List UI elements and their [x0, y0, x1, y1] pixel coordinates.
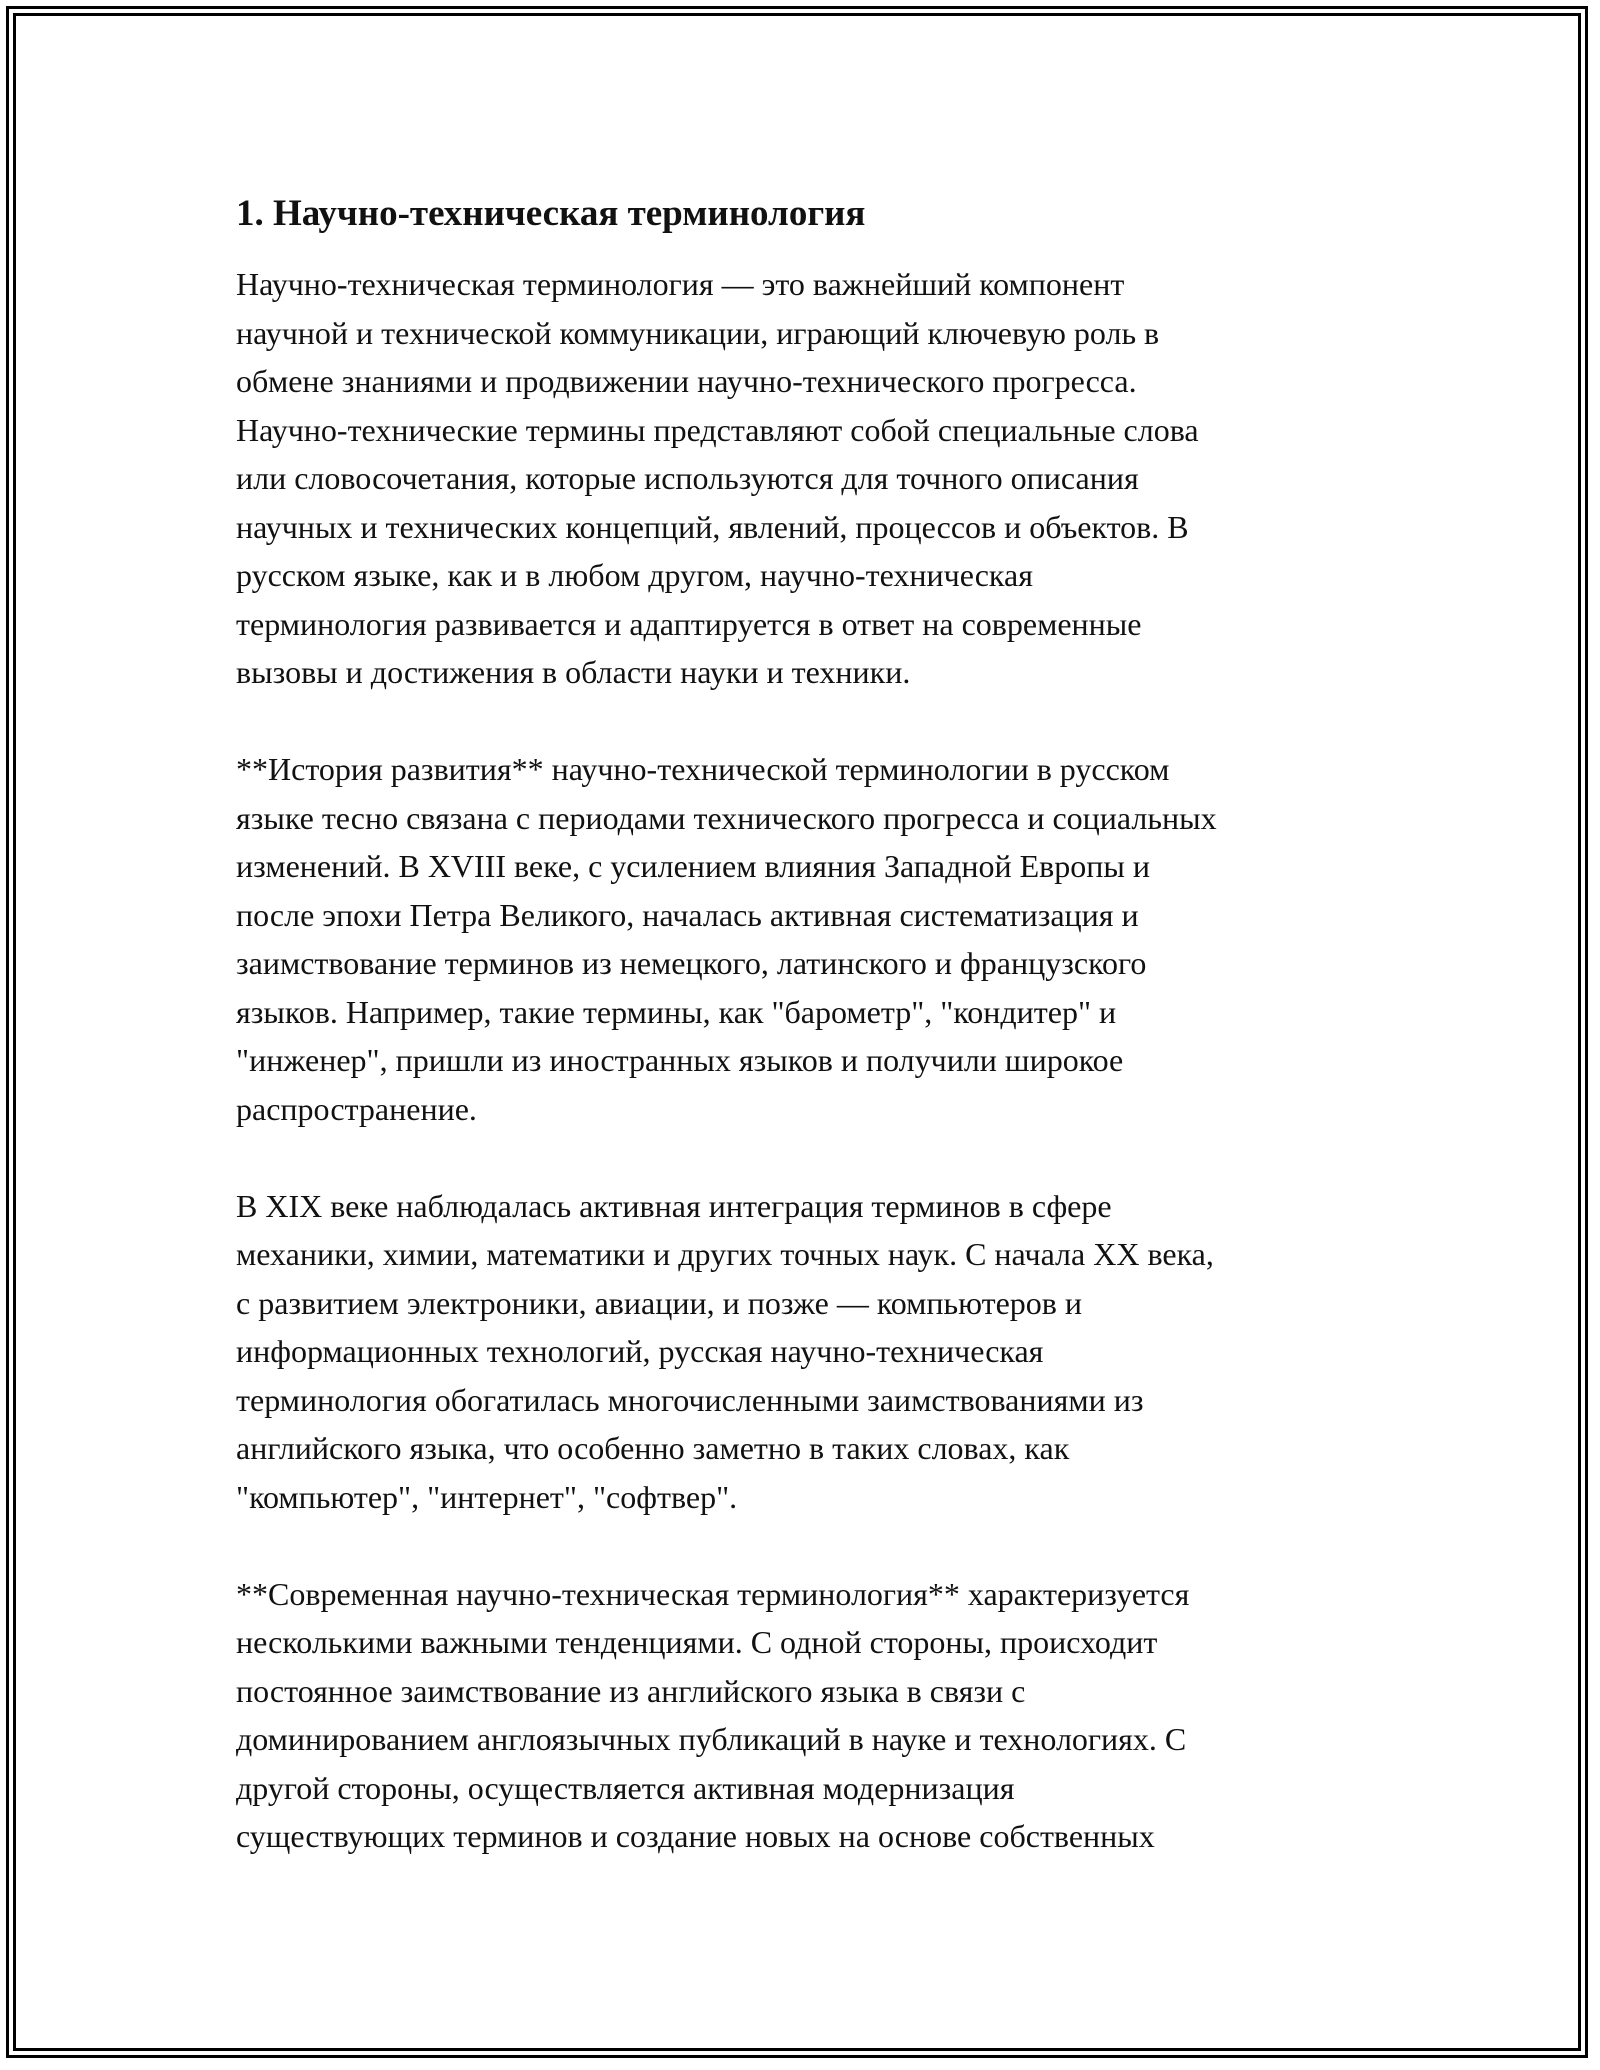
- text-line: терминология развивается и адаптируется в ответ на современные: [236, 605, 1142, 642]
- paragraph-modern: [236, 1570, 1376, 1861]
- text-line: информационных технологий, русская научно-техническая: [236, 1333, 1044, 1369]
- text-line: механики, химии, математики и других точных наук. С начала XX века,: [236, 1236, 1214, 1272]
- text-line: языке тесно связана с периодами технического прогресса и социальных: [236, 799, 1217, 836]
- text-line: с развитием электроники, авиации, и позже — компьютеров и: [236, 1284, 1082, 1321]
- text-line: распространение.: [236, 1090, 477, 1127]
- text-line: **История развития** научно-технической терминологии в русском: [236, 751, 1170, 787]
- text-line: **Современная научно-техническая терминология** характеризуется: [236, 1575, 1190, 1612]
- paragraph-history: [236, 745, 1376, 1133]
- section-heading: 1. Научно-техническая терминология: [236, 193, 866, 234]
- text-line: несколькими важными тенденциями. С одной стороны, происходит: [236, 1624, 1158, 1660]
- text-line: доминированием англоязычных публикаций в науке и технологиях. С: [236, 1721, 1187, 1757]
- text-line: Научно-техническая терминология — это важнейший компонент: [236, 266, 1125, 302]
- text-line: заимствование терминов из немецкого, латинского и французского: [236, 945, 1147, 981]
- text-line: существующих терминов и создание новых на основе собственных: [236, 1818, 1155, 1854]
- text-line: после эпохи Петра Великого, началась активная систематизация и: [236, 896, 1139, 933]
- text-line: научных и технических концепций, явлений, процессов и объектов. В: [236, 508, 1189, 545]
- text-line: языков. Например, такие термины, как "барометр", "кондитер" и: [236, 993, 1117, 1030]
- text-line: "компьютер", "интернет", "софтвер".: [236, 1478, 738, 1515]
- text-line: вызовы и достижения в области науки и техники.: [236, 654, 911, 690]
- text-line: изменений. В XVIII веке, с усилением влияния Западной Европы и: [236, 848, 1151, 884]
- text-line: научной и технической коммуникации, играющий ключевую роль в: [236, 314, 1160, 351]
- paragraph-gap: [236, 1133, 1376, 1182]
- paragraph-intro: [236, 260, 1376, 697]
- text-line: английского языка, что особенно заметно в таких словах, как: [236, 1430, 1070, 1466]
- paragraph-nineteenth-century: [236, 1182, 1376, 1522]
- text-line: постоянное заимствование из английского языка в связи с: [236, 1672, 1026, 1709]
- paragraph-gap: [236, 697, 1376, 746]
- text-line: В XIX веке наблюдалась активная интеграция терминов в сфере: [236, 1187, 1112, 1224]
- text-line: другой стороны, осуществляется активная модернизация: [236, 1769, 1015, 1806]
- text-line: Научно-технические термины представляют собой специальные слова: [236, 411, 1199, 448]
- text-line: обмене знаниями и продвижении научно-технического прогресса.: [236, 363, 1137, 399]
- document-body: [236, 190, 1376, 1861]
- text-line: "инженер", пришли из иностранных языков и получили широкое: [236, 1042, 1124, 1078]
- paragraph-gap: [236, 1521, 1376, 1570]
- text-line: терминология обогатилась многочисленными заимствованиями из: [236, 1381, 1144, 1418]
- text-line: или словосочетания, которые используются для точного описания: [236, 460, 1139, 496]
- text-line: русском языке, как и в любом другом, научно-техническая: [236, 557, 1033, 593]
